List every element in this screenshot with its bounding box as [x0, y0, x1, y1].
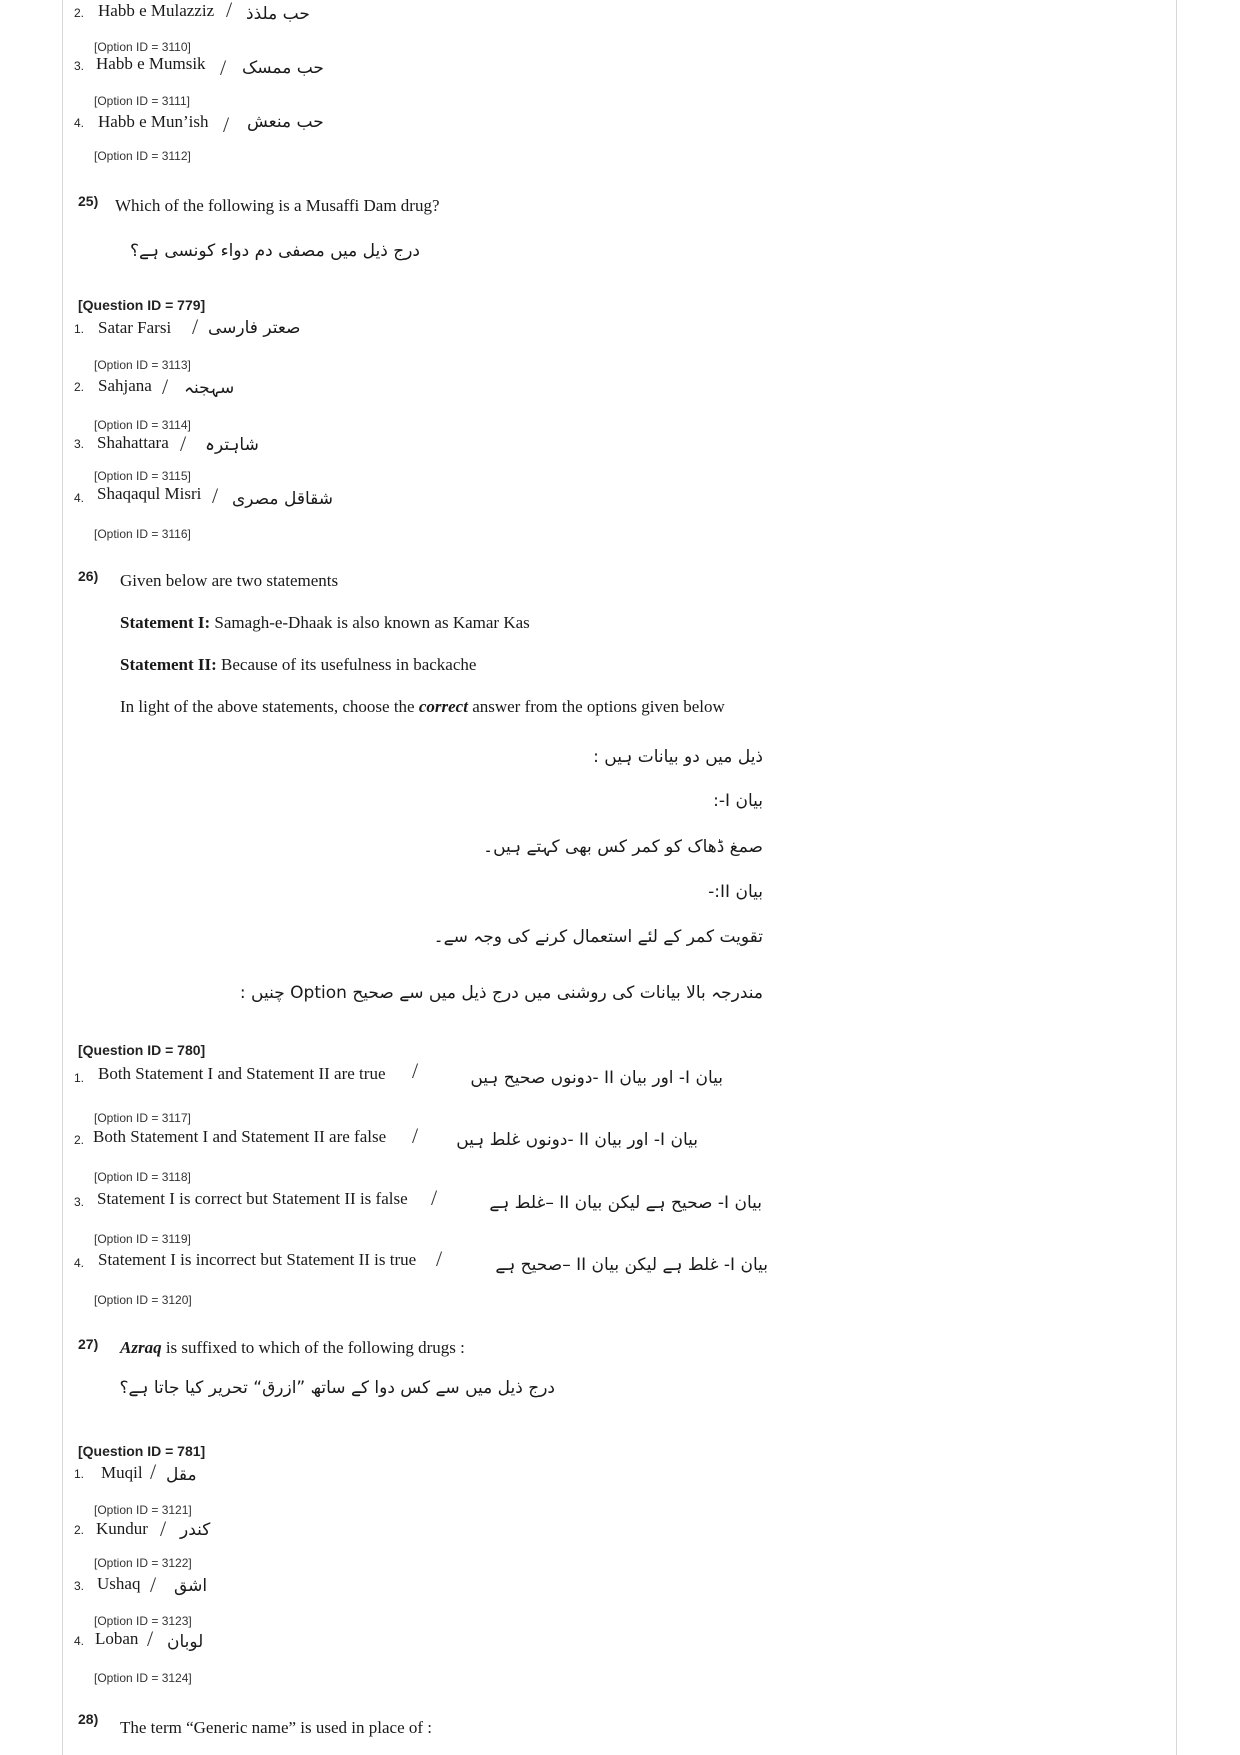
option-number: 3. [74, 1579, 85, 1593]
option-text[interactable]: Satar Farsi [98, 318, 172, 337]
question-text: The term “Generic name” is used in place of : [120, 1718, 433, 1737]
question-id: [Question ID = 781] [78, 1443, 206, 1459]
option-id: [Option ID = 3114] [94, 418, 191, 432]
question-text: Given below are two statements [120, 571, 339, 590]
option-number: 2. [74, 1133, 85, 1147]
question-text-urdu: درج ذیل میں سے کس دوا کے ساتھ ”ازرق“ تحریر کیا جاتا ہے؟ [119, 1378, 555, 1398]
question-text-rest: is suffixed to which of the following drugs : [165, 1338, 465, 1357]
option-urdu: شقاقل مصری [232, 489, 333, 509]
instruction-text [120, 697, 725, 717]
slash-separator: / [412, 1123, 419, 1148]
urdu-instruction: مندرجہ بالا بیانات کی روشنی میں درج ذیل میں سے صحیح Option چنیں : [239, 983, 763, 1003]
statement-1-text: Samagh-e-Dhaak is also known as Kamar Kas [214, 613, 530, 632]
question-id: [Question ID = 780] [78, 1042, 206, 1058]
option-urdu: حب منعش [247, 112, 324, 132]
slash-separator: / [223, 112, 230, 137]
option-text[interactable]: Statement I is incorrect but Statement II is true [98, 1250, 417, 1269]
statement-1-label: Statement I: [120, 613, 211, 632]
page-right-border [1176, 0, 1177, 1755]
option-urdu: بیان I- غلط ہے لیکن بیان II –صحیح ہے [495, 1255, 768, 1275]
question-number: 28) [78, 1711, 99, 1727]
option-urdu: بیان I- اور بیان II -دونوں غلط ہیں [456, 1130, 698, 1150]
option-text[interactable]: Habb e Mulazziz [98, 1, 215, 20]
question-number: 26) [78, 568, 99, 584]
urdu-statement-2-text: تقویت کمر کے لئے استعمال کرنے کی وجہ سے۔ [433, 927, 763, 947]
option-id: [Option ID = 3119] [94, 1232, 191, 1246]
option-text[interactable]: Statement I is correct but Statement II is false [97, 1189, 408, 1208]
option-number: 2. [74, 380, 85, 394]
option-id: [Option ID = 3115] [94, 469, 191, 483]
option-urdu: بیان I- اور بیان II -دونوں صحیح ہیں [470, 1068, 723, 1088]
option-number: 4. [74, 1634, 85, 1648]
option-text[interactable]: Muqil [101, 1463, 143, 1482]
urdu-statement-1-text: صمغ ڈھاک کو کمر کس بھی کہتے ہیں۔ [483, 837, 763, 857]
statement-2 [120, 655, 476, 675]
option-text[interactable]: Both Statement I and Statement II are false [93, 1127, 387, 1146]
option-number: 4. [74, 491, 85, 505]
option-text[interactable]: Sahjana [98, 376, 152, 395]
slash-separator: / [226, 0, 233, 22]
option-id: [Option ID = 3124] [94, 1671, 192, 1685]
option-number: 3. [74, 59, 85, 73]
option-number: 1. [74, 1071, 85, 1085]
instruction-part-c: answer from the options given below [472, 697, 725, 716]
option-urdu: شاہترہ [205, 435, 259, 455]
option-number: 4. [74, 1256, 85, 1270]
option-text[interactable]: Ushaq [97, 1574, 141, 1593]
question-id: [Question ID = 779] [78, 297, 206, 313]
option-urdu: بیان I- صحیح ہے لیکن بیان II –غلط ہے [489, 1193, 762, 1213]
option-text[interactable]: Kundur [96, 1519, 148, 1538]
option-urdu: مقل [166, 1465, 197, 1485]
slash-separator: / [212, 483, 219, 508]
slash-separator: / [436, 1246, 443, 1271]
slash-separator: / [150, 1459, 157, 1484]
option-urdu: اشق [174, 1576, 208, 1596]
option-id: [Option ID = 3111] [94, 94, 190, 108]
option-number: 1. [74, 322, 85, 336]
option-id: [Option ID = 3118] [94, 1170, 191, 1184]
urdu-statement-1-label: بیان I-: [713, 791, 763, 811]
option-number: 4. [74, 116, 85, 130]
urdu-statement-2-label: بیان II:- [708, 882, 763, 902]
option-urdu: کندر [180, 1520, 211, 1540]
slash-separator: / [431, 1185, 438, 1210]
page-left-border [62, 0, 63, 1755]
instruction-emphasis: correct [418, 697, 468, 716]
option-text[interactable]: Shahattara [97, 433, 169, 452]
option-id: [Option ID = 3122] [94, 1556, 192, 1570]
option-number: 2. [74, 6, 85, 20]
statement-2-text: Because of its usefulness in backache [221, 655, 477, 674]
slash-separator: / [150, 1572, 157, 1597]
question-number: 25) [78, 193, 99, 209]
option-id: [Option ID = 3110] [94, 40, 191, 54]
question-text-urdu: درج ذیل میں مصفی دم دواء کونسی ہے؟ [129, 241, 420, 261]
option-id: [Option ID = 3123] [94, 1614, 192, 1628]
question-text [120, 1338, 465, 1358]
slash-separator: / [147, 1626, 154, 1651]
slash-separator: / [180, 431, 187, 456]
option-id: [Option ID = 3116] [94, 527, 191, 541]
slash-separator: / [162, 374, 169, 399]
option-id: [Option ID = 3117] [94, 1111, 191, 1125]
slash-separator: / [412, 1058, 419, 1083]
slash-separator: / [220, 55, 227, 80]
option-urdu: حب ممسک [242, 58, 324, 78]
question-number: 27) [78, 1336, 99, 1352]
option-urdu: حب ملذذ [246, 4, 310, 24]
option-id: [Option ID = 3121] [94, 1503, 192, 1517]
option-number: 2. [74, 1523, 85, 1537]
option-urdu: سہجنہ [184, 378, 235, 398]
statement-1 [120, 613, 530, 633]
option-number: 3. [74, 437, 85, 451]
question-text: Which of the following is a Musaffi Dam drug? [115, 196, 440, 215]
option-number: 3. [74, 1195, 85, 1209]
option-text[interactable]: Shaqaqul Misri [97, 484, 202, 503]
option-text[interactable]: Habb e Mun’ish [98, 112, 209, 131]
urdu-intro-line: ذیل میں دو بیانات ہیں : [593, 747, 763, 767]
option-id: [Option ID = 3112] [94, 149, 191, 163]
option-urdu: لوبان [167, 1632, 204, 1652]
option-urdu: صعتر فارسی [208, 318, 301, 338]
option-id: [Option ID = 3113] [94, 358, 191, 372]
instruction-part-a: In light of the above statements, choose the [120, 697, 415, 716]
option-text[interactable]: Both Statement I and Statement II are true [98, 1064, 386, 1083]
option-text[interactable]: Habb e Mumsik [96, 54, 206, 73]
option-number: 1. [74, 1467, 85, 1481]
question-text-emphasis: Azraq [120, 1338, 162, 1357]
slash-separator: / [160, 1516, 167, 1541]
statement-2-label: Statement II: [120, 655, 217, 674]
slash-separator: / [192, 314, 199, 339]
option-id: [Option ID = 3120] [94, 1293, 192, 1307]
option-text[interactable]: Loban [95, 1629, 139, 1648]
